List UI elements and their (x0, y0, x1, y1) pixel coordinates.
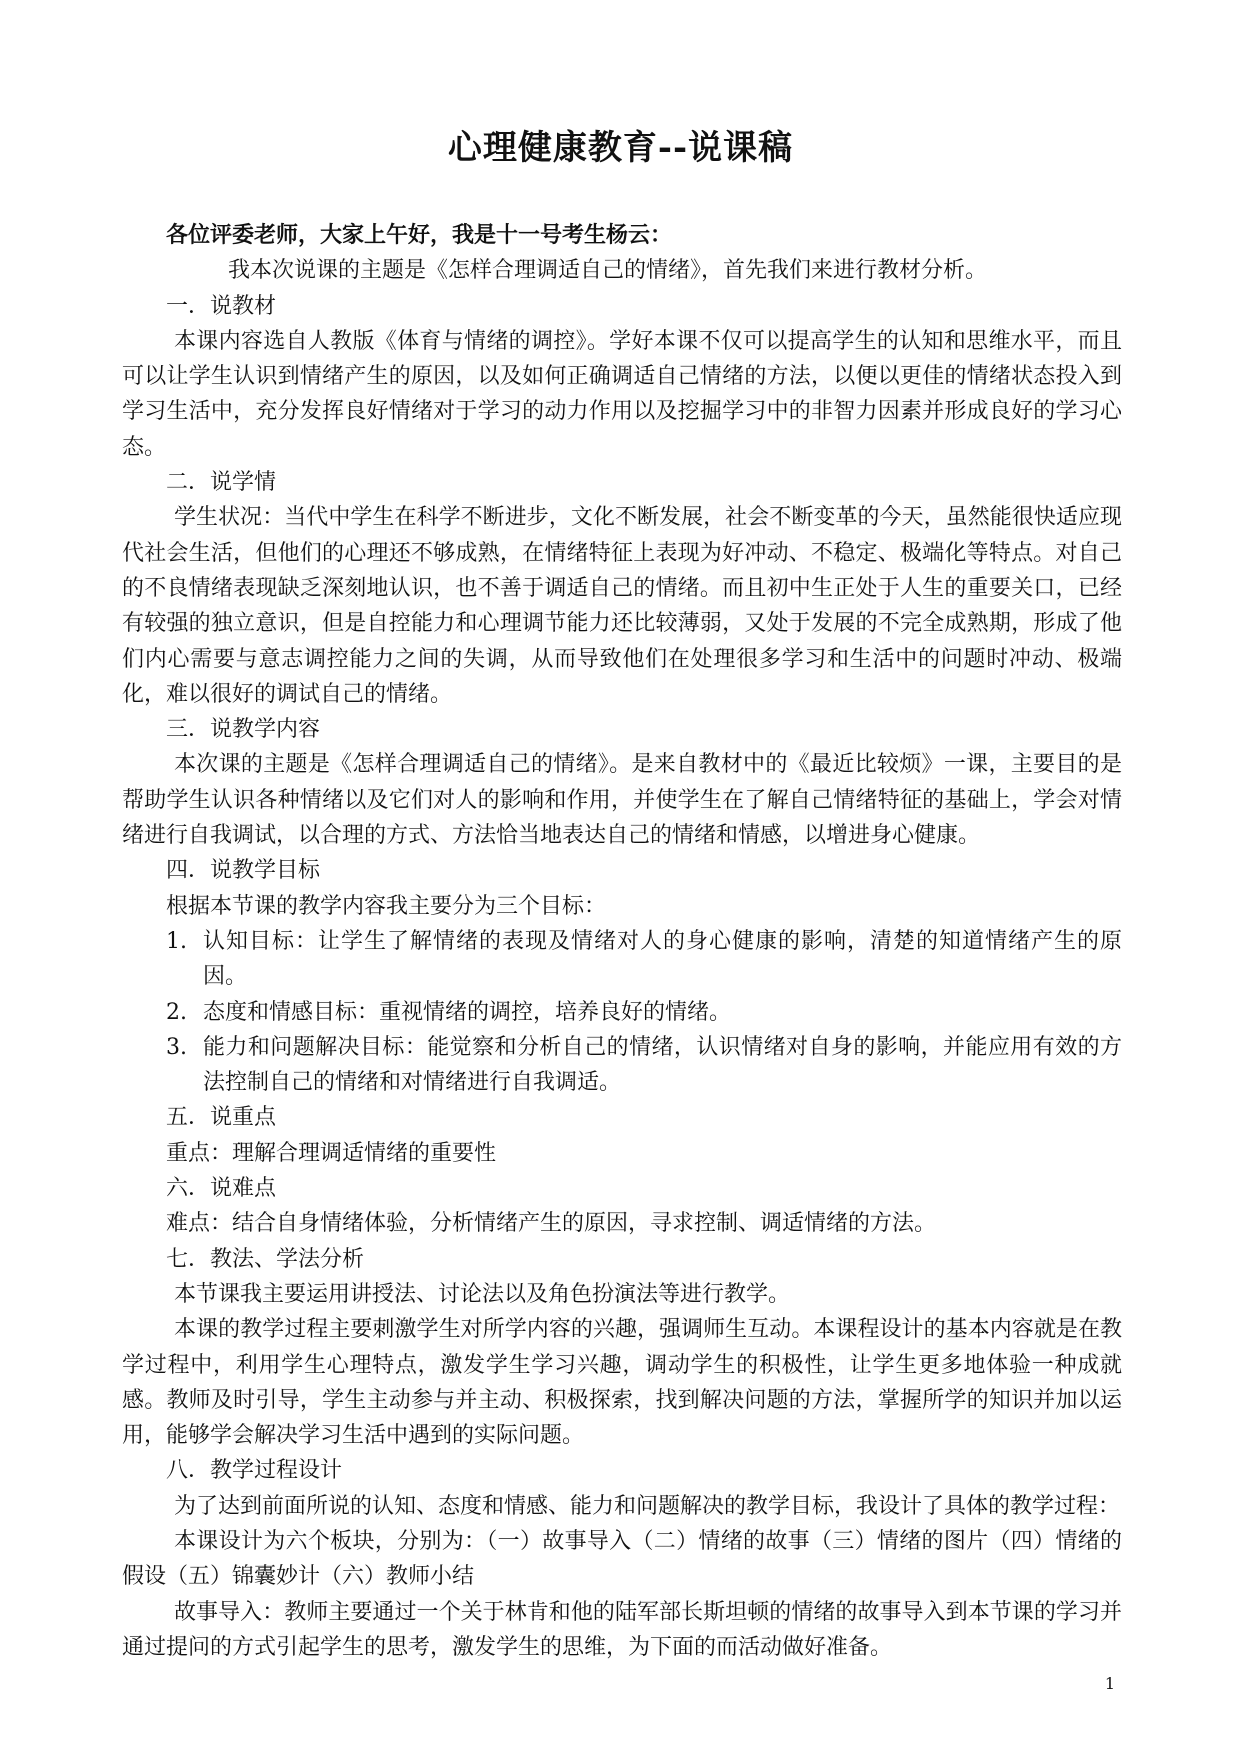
intro-paragraph: 我本次说课的主题是《怎样合理调适自己的情绪》，首先我们来进行教材分析。 (228, 258, 988, 284)
goals-lead: 根据本节课的教学内容我主要分为三个目标： (166, 893, 607, 919)
section-heading-1: 一．说教材 (166, 293, 277, 319)
goal-text: 认知目标：让学生了解情绪的表现及情绪对人的身心健康的影响，清楚的知道情绪产生的原因。 (203, 928, 1122, 990)
goal-item (122, 924, 1122, 995)
page-number: 1 (1104, 1674, 1115, 1693)
goal-text: 态度和情感目标：重视情绪的调控，培养良好的情绪。 (203, 999, 732, 1025)
section-paragraph-2: 学生状况：当代中学生在科学不断进步，文化不断发展，社会不断变革的今天，虽然能很快适应现代社会生活，但他们的心理还不够成熟，在情绪特征上表现为好冲动、不稳定、极端化等特点。对自己的不良情绪表现缺乏深刻地认识，也不善于调适自己的情绪。而且初中生正处于人生的重要关口，已经有较强的独立意识，但是自控能力和心理调节能力还比较薄弱，又处于发展的不完全成熟期，形成了他们内心需要与意志调控能力之间的失调，从而导致他们在处理很多学习和生活中的问题时冲动、极端化，难以很好的调试自己的情绪。 (122, 505, 1122, 707)
goal-number: 2. (166, 999, 187, 1025)
section-heading-2: 二．说学情 (166, 470, 277, 496)
section-heading-4: 四．说教学目标 (166, 858, 321, 884)
goal-number: 1. (166, 928, 187, 954)
section-paragraph-7b: 本课的教学过程主要刺激学生对所学内容的兴趣，强调师生互动。本课程设计的基本内容就是在教学过程中，利用学生心理特点，激发学生学习兴趣，调动学生的积极性，让学生更多地体验一种成就感。教师及时引导，学生主动参与并主动、积极探索，找到解决问题的方法，掌握所学的知识并加以运用，能够学会解决学习生活中遇到的实际问题。 (122, 1317, 1122, 1449)
goal-item (122, 995, 1122, 1030)
greeting: 各位评委老师，大家上午好，我是十一号考生杨云： (166, 222, 673, 248)
goal-item (122, 1030, 1122, 1101)
section-heading-8: 八．教学过程设计 (166, 1458, 343, 1484)
goal-number: 3. (166, 1034, 187, 1060)
section-heading-7: 七．教法、学法分析 (166, 1246, 365, 1272)
page-title: 心理健康教育--说课稿 (447, 128, 794, 168)
section-heading-6: 六．说难点 (166, 1176, 277, 1202)
section-paragraph-3: 本次课的主题是《怎样合理调适自己的情绪》。是来自教材中的《最近比较烦》一课，主要目的是帮助学生认识各种情绪以及它们对人的影响和作用，并使学生在了解自己情绪特征的基础上，学会对情绪进行自我调试，以合理的方式、方法恰当地表达自己的情绪和情感，以增进身心健康。 (122, 752, 1122, 849)
section-heading-5: 五．说重点 (166, 1105, 277, 1131)
section-paragraph-1: 本课内容选自人教版《体育与情绪的调控》。学好本课不仅可以提高学生的认知和思维水平，而且可以让学生认识到情绪产生的原因，以及如何正确调适自己情绪的方法，以便以更佳的情绪状态投入到学习生活中，充分发挥良好情绪对于学习的动力作用以及挖掘学习中的非智力因素并形成良好的学习心态。 (122, 328, 1122, 460)
key-point: 重点：理解合理调适情绪的重要性 (166, 1140, 497, 1166)
document-body (122, 218, 1122, 1665)
goal-text: 能力和问题解决目标：能觉察和分析自己的情绪，认识情绪对自身的影响，并能应用有效的方法控制自己的情绪和对情绪进行自我调适。 (203, 1034, 1122, 1096)
section-paragraph-8a: 为了达到前面所说的认知、态度和情感、能力和问题解决的教学目标，我设计了具体的教学过程： (174, 1493, 1121, 1519)
section-paragraph-8b: 本课设计为六个板块，分别为：（一）故事导入（二）情绪的故事（三）情绪的图片（四）情绪的假设（五）锦囊妙计（六）教师小结 (122, 1528, 1122, 1590)
section-paragraph-8c: 故事导入：教师主要通过一个关于林肯和他的陆军部长斯坦顿的情绪的故事导入到本节课的学习并通过提问的方式引起学生的思考，激发学生的思维，为下面的而活动做好准备。 (122, 1599, 1122, 1660)
section-heading-3: 三．说教学内容 (166, 717, 321, 743)
section-paragraph-7a: 本节课我主要运用讲授法、讨论法以及角色扮演法等进行教学。 (174, 1281, 791, 1307)
difficult-point: 难点：结合自身情绪体验，分析情绪产生的原因，寻求控制、调适情绪的方法。 (166, 1211, 937, 1237)
